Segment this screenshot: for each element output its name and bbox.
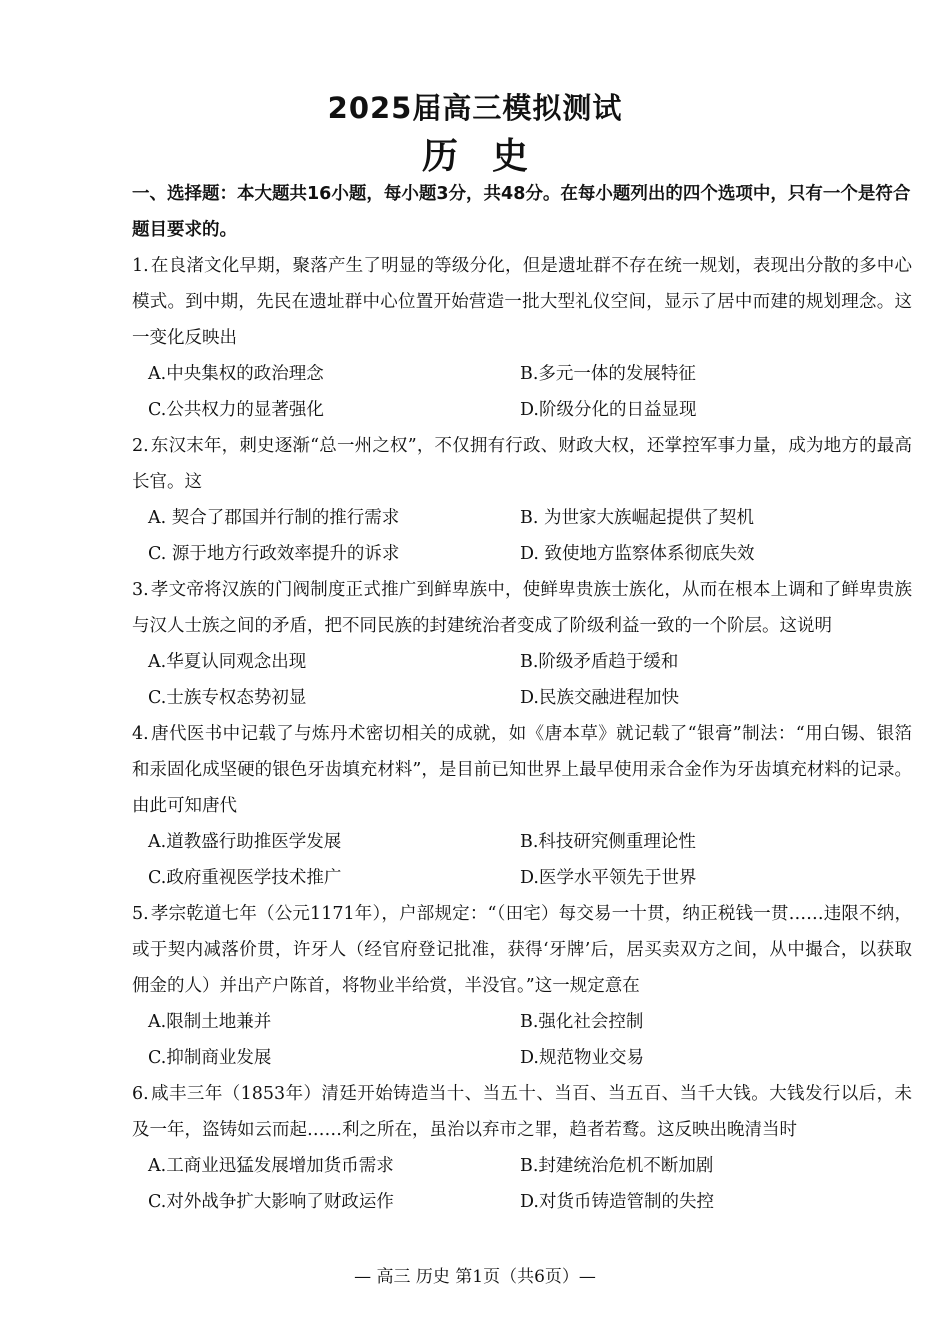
question-text: 孝宗乾道七年（公元1171年），户部规定：“（田宅）每交易一十贯，纳正税钱一贯……违限不纳，或于契内减落价贯，许牙人（经官府登记批准，获得‘牙牌’后，居买卖双方之间，从中撮合，以获取佣金的人）并出产户陈首，将物业半给赏，半没官。”这一规定意在: [132, 904, 912, 996]
question-stem: [132, 572, 912, 644]
question-stem: [132, 716, 912, 824]
option-a[interactable]: A.华夏认同观念出现: [148, 652, 307, 672]
option-c[interactable]: C.士族专权态势初显: [148, 688, 307, 708]
option-a[interactable]: A.中央集权的政治理念: [148, 364, 324, 384]
question-stem: [132, 896, 912, 1004]
option-d[interactable]: D.阶级分化的日益显现: [520, 400, 697, 420]
option-grid: [132, 644, 912, 716]
option-c[interactable]: C.公共权力的显著强化: [148, 400, 324, 420]
option-b[interactable]: B.封建统治危机不断加剧: [520, 1156, 714, 1176]
page-footer: — 高三 历史 第1页（共6页）—: [354, 1267, 596, 1287]
option-c[interactable]: C.对外战争扩大影响了财政运作: [148, 1192, 394, 1212]
question-list: [132, 248, 912, 1220]
question-text: 唐代医书中记载了与炼丹术密切相关的成就，如《唐本草》就记载了“银膏”制法：“用白锡、银箔和汞固化成坚硬的银色牙齿填充材料”，是目前已知世界上最早使用汞合金作为牙齿填充材料的记录。由此可知唐代: [132, 724, 912, 816]
question-text: 咸丰三年（1853年）清廷开始铸造当十、当五十、当百、当五百、当千大钱。大钱发行以后，未及一年，盗铸如云而起……利之所在，虽治以弃市之罪，趋者若鹜。这反映出晚清当时: [132, 1084, 912, 1140]
option-b[interactable]: B.强化社会控制: [520, 1012, 644, 1032]
option-b[interactable]: B.阶级矛盾趋于缓和: [520, 652, 679, 672]
question-text: 在良渚文化早期，聚落产生了明显的等级分化，但是遗址群不存在统一规划，表现出分散的多中心模式。到中期，先民在遗址群中心位置开始营造一批大型礼仪空间，显示了居中而建的规划理念。这一变化反映出: [132, 256, 912, 348]
question-text: 东汉末年，刺史逐渐“总一州之权”，不仅拥有行政、财政大权，还掌控军事力量，成为地方的最高长官。这: [132, 436, 912, 492]
question-5: [132, 896, 912, 1076]
option-grid: [132, 1004, 912, 1076]
question-stem: [132, 428, 912, 500]
option-grid: [132, 824, 912, 896]
option-b[interactable]: B.多元一体的发展特征: [520, 364, 696, 384]
option-c[interactable]: C. 源于地方行政效率提升的诉求: [148, 544, 400, 564]
question-2: [132, 428, 912, 572]
subject-title: 历史: [421, 136, 562, 177]
option-a[interactable]: A.工商业迅猛发展增加货币需求: [148, 1156, 394, 1176]
question-4: [132, 716, 912, 896]
option-grid: [132, 356, 912, 428]
question-number: 6.: [132, 1084, 149, 1104]
question-stem: [132, 248, 912, 356]
question-3: [132, 572, 912, 716]
question-number: 4.: [132, 724, 149, 744]
option-d[interactable]: D.医学水平领先于世界: [520, 868, 697, 888]
question-number: 1.: [132, 256, 149, 276]
option-b[interactable]: B. 为世家大族崛起提供了契机: [520, 508, 754, 528]
option-c[interactable]: C.政府重视医学技术推广: [148, 868, 342, 888]
question-6: [132, 1076, 912, 1220]
option-d[interactable]: D.规范物业交易: [520, 1048, 644, 1068]
option-a[interactable]: A.限制土地兼并: [148, 1012, 272, 1032]
question-number: 3.: [132, 580, 149, 600]
option-grid: [132, 1148, 912, 1220]
option-d[interactable]: D. 致使地方监察体系彻底失效: [520, 544, 755, 564]
option-b[interactable]: B.科技研究侧重理论性: [520, 832, 696, 852]
question-text: 孝文帝将汉族的门阀制度正式推广到鲜卑族中，使鲜卑贵族士族化，从而在根本上调和了鲜卑贵族与汉人士族之间的矛盾，把不同民族的封建统治者变成了阶级利益一致的一个阶层。这说明: [132, 580, 912, 636]
question-stem: [132, 1076, 912, 1148]
option-c[interactable]: C.抑制商业发展: [148, 1048, 272, 1068]
option-d[interactable]: D.对货币铸造管制的失控: [520, 1192, 714, 1212]
question-number: 5.: [132, 904, 149, 924]
exam-title: 2025届高三模拟测试: [327, 91, 623, 125]
option-d[interactable]: D.民族交融进程加快: [520, 688, 679, 708]
option-a[interactable]: A.道教盛行助推医学发展: [148, 832, 342, 852]
option-a[interactable]: A. 契合了郡国并行制的推行需求: [148, 508, 400, 528]
question-number: 2.: [132, 436, 149, 456]
section-heading: 一、选择题：本大题共16小题，每小题3分，共48分。在每小题列出的四个选项中，只有一个是符合题目要求的。: [132, 184, 911, 240]
option-grid: [132, 500, 912, 572]
question-1: [132, 248, 912, 428]
